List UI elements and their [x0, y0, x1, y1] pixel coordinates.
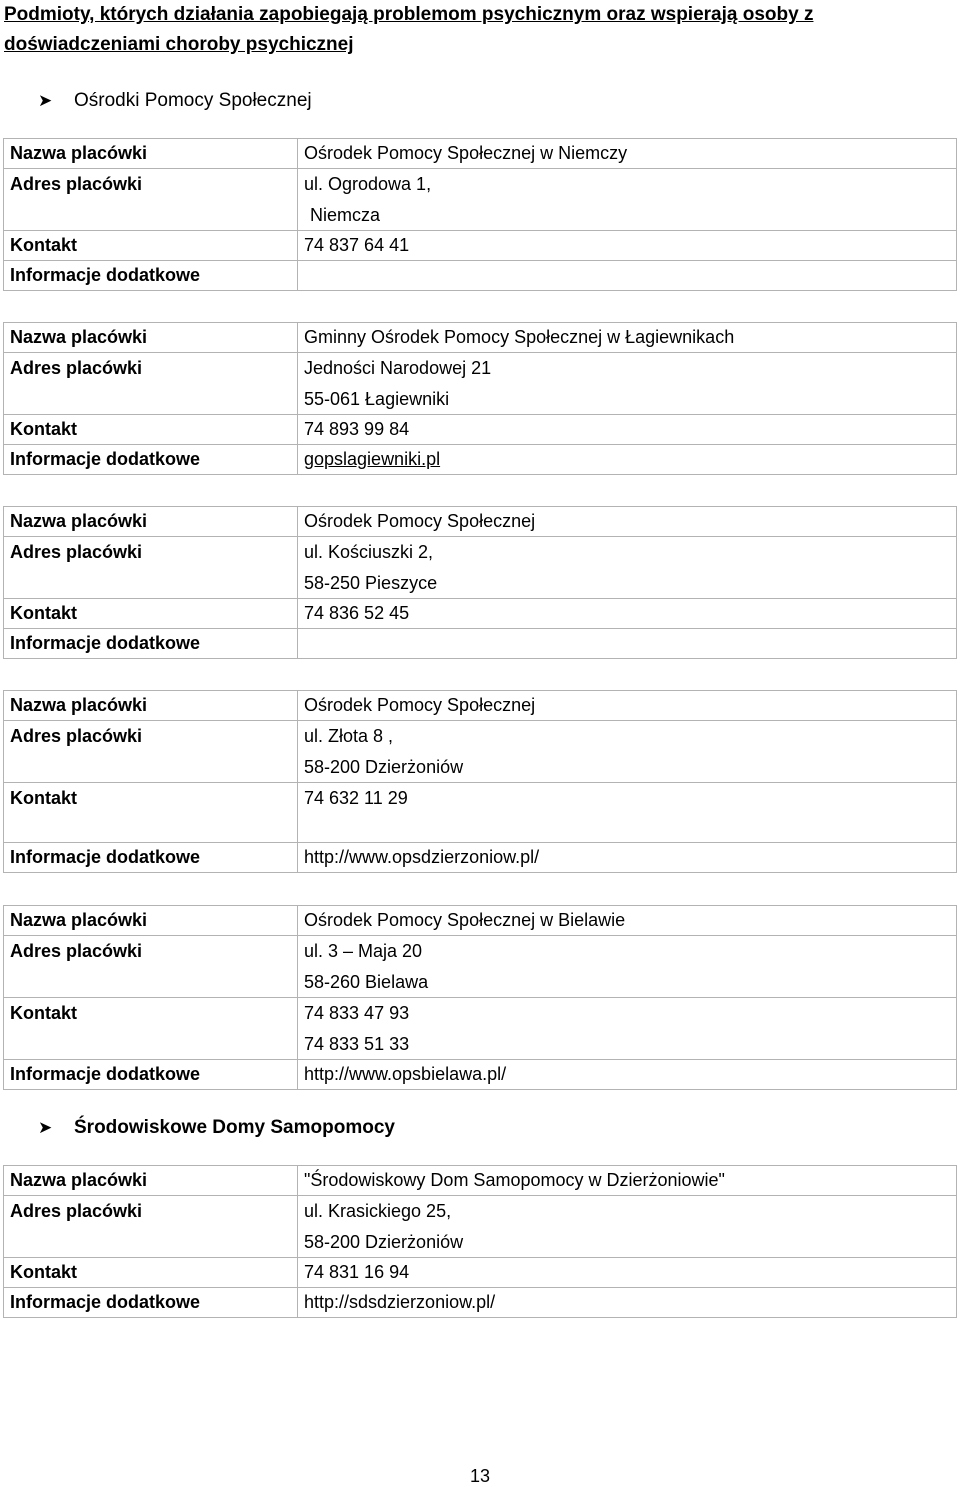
section-title-ops: [38, 87, 312, 115]
facility-address: [298, 936, 957, 998]
address-label: Adres placówki: [4, 353, 298, 415]
info-label: Informacje dodatkowe: [4, 843, 298, 873]
address-line: ul. Kościuszki 2,: [304, 542, 434, 562]
address-line: 58-260 Bielawa: [304, 971, 429, 992]
facility-contact: 74 831 16 94: [298, 1258, 957, 1288]
facility-contact: 74 893 99 84: [298, 415, 957, 445]
info-label: Informacje dodatkowe: [4, 1060, 298, 1090]
facility-info[interactable]: http://www.opsbielawa.pl/: [298, 1060, 957, 1090]
facility-table: [3, 905, 957, 1090]
facility-name: Ośrodek Pomocy Społecznej w Niemczy: [298, 139, 957, 169]
facility-name: Ośrodek Pomocy Społecznej: [298, 691, 957, 721]
facility-info[interactable]: http://www.opsdzierzoniow.pl/: [298, 843, 957, 873]
facility-name: "Środowiskowy Dom Samopomocy w Dzierżoniowie": [298, 1166, 957, 1196]
contact-label: Kontakt: [4, 415, 298, 445]
facility-table: [3, 506, 957, 659]
address-line: 58-200 Dzierżoniów: [304, 1231, 464, 1252]
info-label: Informacje dodatkowe: [4, 1288, 298, 1318]
facility-contact: 74 836 52 45: [298, 599, 957, 629]
name-label: Nazwa placówki: [4, 691, 298, 721]
facility-name: Ośrodek Pomocy Społecznej: [298, 507, 957, 537]
contact-label: Kontakt: [4, 783, 298, 843]
contact-line: 74 833 47 93: [304, 1003, 410, 1023]
facility-address: [298, 353, 957, 415]
facility-name: Ośrodek Pomocy Społecznej w Bielawie: [298, 906, 957, 936]
facility-info[interactable]: http://sdsdzierzoniow.pl/: [298, 1288, 957, 1318]
info-label: Informacje dodatkowe: [4, 629, 298, 659]
arrow-bullet-icon: ➤: [38, 1118, 53, 1137]
address-label: Adres placówki: [4, 169, 298, 231]
facility-info: [298, 629, 957, 659]
address-line: 55-061 Łagiewniki: [304, 388, 450, 409]
address-label: Adres placówki: [4, 537, 298, 599]
name-label: Nazwa placówki: [4, 1166, 298, 1196]
facility-table: [3, 322, 957, 475]
address-line: ul. Ogrodowa 1,: [304, 174, 432, 194]
facility-address: [298, 1196, 957, 1258]
info-label: Informacje dodatkowe: [4, 261, 298, 291]
section-title-text: Środowiskowe Domy Samopomocy: [74, 1117, 395, 1138]
facility-contact: [298, 783, 957, 843]
name-label: Nazwa placówki: [4, 507, 298, 537]
arrow-bullet-icon: ➤: [38, 91, 53, 110]
address-line: Jedności Narodowej 21: [304, 358, 492, 378]
address-line: 58-200 Dzierżoniów: [304, 756, 464, 777]
contact-label: Kontakt: [4, 231, 298, 261]
address-label: Adres placówki: [4, 721, 298, 783]
contact-line: 74 833 51 33: [304, 1033, 410, 1054]
facility-address: [298, 169, 957, 231]
address-label: Adres placówki: [4, 936, 298, 998]
info-label: Informacje dodatkowe: [4, 445, 298, 475]
facility-address: [298, 721, 957, 783]
facility-table: [3, 138, 957, 291]
facility-table: [3, 690, 957, 873]
address-line: ul. Krasickiego 25,: [304, 1201, 452, 1221]
facility-address: [298, 537, 957, 599]
address-line: ul. 3 – Maja 20: [304, 941, 423, 961]
address-label: Adres placówki: [4, 1196, 298, 1258]
page-heading: Podmioty, których działania zapobiegają problemom psychicznym oraz wspierają osoby z doświadczeniami choroby psychicznej: [4, 4, 814, 55]
name-label: Nazwa placówki: [4, 323, 298, 353]
section-title-text: Ośrodki Pomocy Społecznej: [74, 90, 312, 111]
facility-contact: 74 837 64 41: [298, 231, 957, 261]
facility-info[interactable]: gopslagiewniki.pl: [298, 445, 957, 475]
contact-label: Kontakt: [4, 599, 298, 629]
contact-label: Kontakt: [4, 998, 298, 1060]
address-line: 58-250 Pieszyce: [304, 572, 438, 593]
facility-info: [298, 261, 957, 291]
address-line: ul. Złota 8 ,: [304, 726, 394, 746]
facility-name: Gminny Ośrodek Pomocy Społecznej w Łagiewnikach: [298, 323, 957, 353]
section-title-sds: [38, 1114, 395, 1142]
page-number: 13: [469, 1466, 491, 1486]
name-label: Nazwa placówki: [4, 906, 298, 936]
facility-contact: [298, 998, 957, 1060]
facility-table: [3, 1165, 957, 1318]
name-label: Nazwa placówki: [4, 139, 298, 169]
contact-label: Kontakt: [4, 1258, 298, 1288]
address-line: Niemcza: [310, 204, 381, 225]
contact-line: 74 632 11 29: [304, 788, 408, 808]
